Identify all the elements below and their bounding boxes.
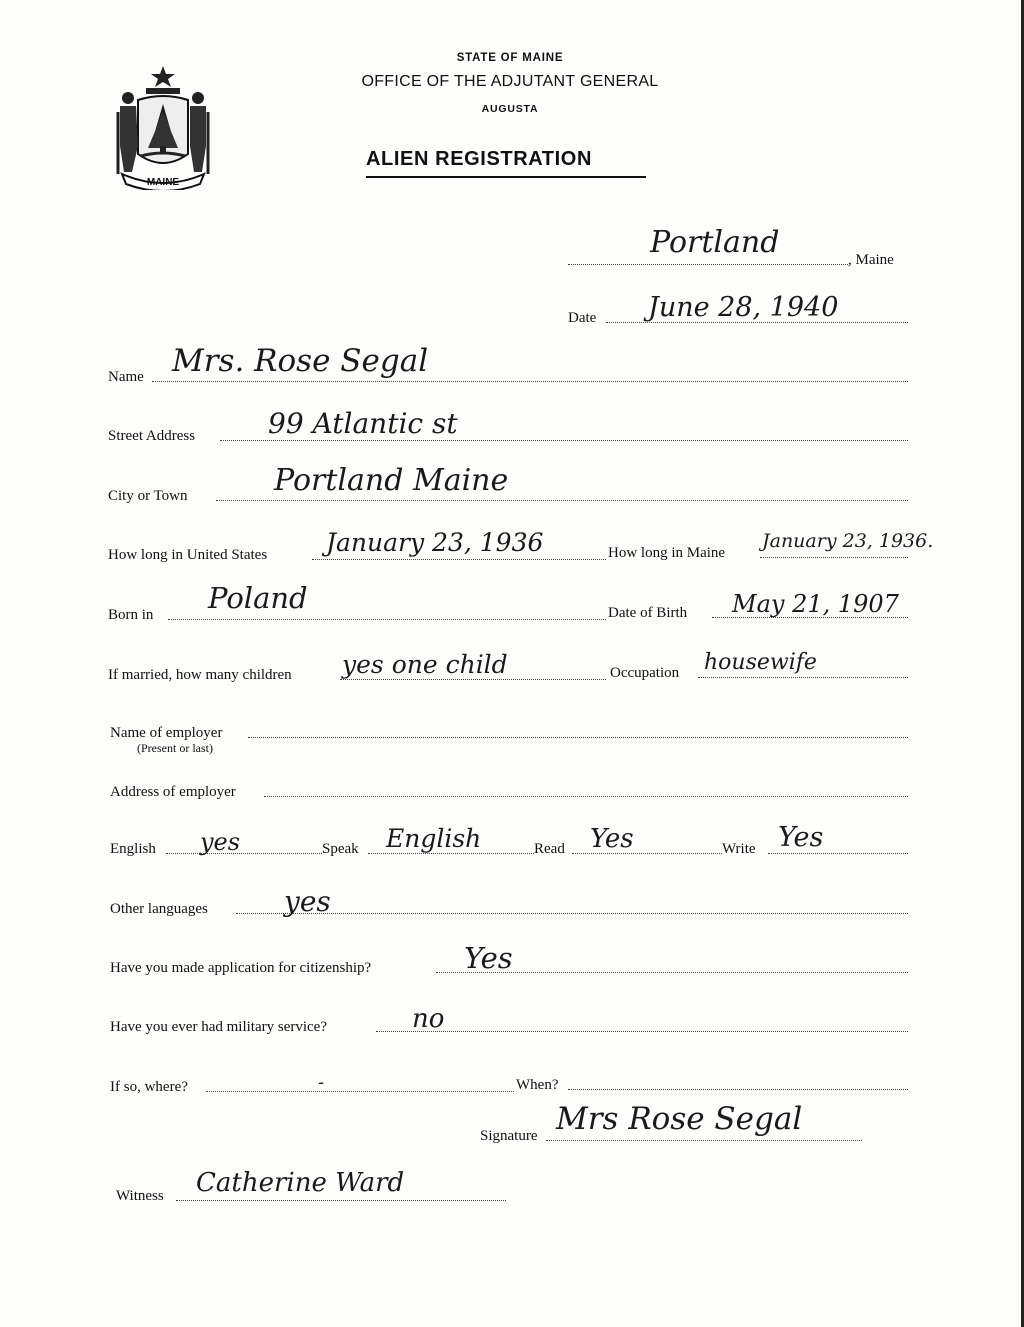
witness-label: Witness (116, 1188, 164, 1204)
speak-entry: English (386, 824, 482, 853)
when-label: When? (516, 1077, 559, 1093)
born-line (168, 619, 606, 620)
signature-label: Signature (480, 1128, 538, 1144)
children-line (340, 679, 606, 680)
witness-entry: Catherine Ward (196, 1168, 405, 1198)
name-entry: Mrs. Rose Segal (172, 343, 429, 379)
how-long-maine-label: How long in Maine (608, 545, 726, 561)
city-entry: Portland Maine (274, 463, 509, 498)
how-long-us-line (312, 559, 606, 560)
city-heading: AUGUSTA (481, 103, 539, 115)
how-long-maine-entry: January 23, 1936. (762, 530, 934, 552)
place-line (568, 264, 848, 265)
military-entry: no (412, 1004, 445, 1034)
occupation-entry: housewife (704, 650, 817, 675)
english-line (166, 853, 322, 854)
occupation-line (698, 677, 908, 678)
military-label: Have you ever had military service? (110, 1019, 327, 1035)
citizenship-label: Have you made application for citizenship? (110, 960, 372, 976)
speak-label: Speak (322, 841, 359, 857)
employer-label: Name of employer (110, 725, 223, 741)
office-heading: OFFICE OF THE ADJUTANT GENERAL (361, 73, 659, 90)
born-entry: Poland (208, 581, 308, 615)
title-underline (366, 176, 646, 178)
date-entry: June 28, 1940 (648, 292, 839, 323)
where-entry: - (318, 1072, 325, 1093)
where-line (206, 1091, 514, 1092)
speak-line (368, 853, 534, 854)
employer-sublabel: (Present or last) (137, 741, 213, 755)
signature-line (546, 1140, 862, 1141)
children-entry: yes one child (342, 650, 508, 679)
where-label: If so, where? (110, 1079, 188, 1095)
place-entry: Portland (650, 225, 780, 260)
when-line (568, 1089, 908, 1090)
city-label: City or Town (108, 488, 188, 504)
place-suffix: , Maine (848, 252, 894, 268)
svg-text:MAINE: MAINE (146, 177, 180, 188)
maine-seal-emblem (108, 62, 218, 190)
write-entry: Yes (778, 822, 824, 853)
read-entry: Yes (590, 824, 634, 854)
other-languages-entry: yes (284, 885, 331, 918)
children-label: If married, how many children (108, 667, 292, 683)
employer-address-line (264, 796, 908, 797)
english-entry: yes (200, 828, 241, 856)
witness-line (176, 1200, 506, 1201)
dob-entry: May 21, 1907 (732, 590, 899, 618)
english-label: English (110, 841, 156, 857)
street-entry: 99 Atlantic st (268, 407, 458, 440)
read-label: Read (534, 841, 565, 857)
street-label: Street Address (108, 428, 196, 444)
city-line (216, 500, 908, 501)
street-line (220, 440, 908, 441)
form-title: ALIEN REGISTRATION (366, 148, 592, 170)
employer-address-label: Address of employer (110, 784, 236, 800)
dob-label: Date of Birth (608, 605, 688, 621)
name-line (152, 381, 908, 382)
how-long-us-entry: January 23, 1936 (326, 528, 544, 557)
how-long-us-label: How long in United States (108, 547, 268, 563)
signature-entry: Mrs Rose Segal (556, 1101, 803, 1137)
employer-line (248, 737, 908, 738)
other-languages-label: Other languages (110, 901, 208, 917)
occupation-label: Occupation (610, 665, 680, 681)
how-long-maine-line (760, 557, 908, 558)
born-label: Born in (108, 607, 154, 623)
name-label: Name (108, 369, 144, 385)
write-line (768, 853, 908, 854)
citizenship-entry: Yes (464, 941, 513, 975)
military-line (376, 1031, 908, 1032)
other-languages-line (236, 913, 908, 914)
write-label: Write (722, 841, 756, 857)
state-heading: STATE OF MAINE (456, 52, 564, 64)
date-label: Date (568, 310, 597, 326)
